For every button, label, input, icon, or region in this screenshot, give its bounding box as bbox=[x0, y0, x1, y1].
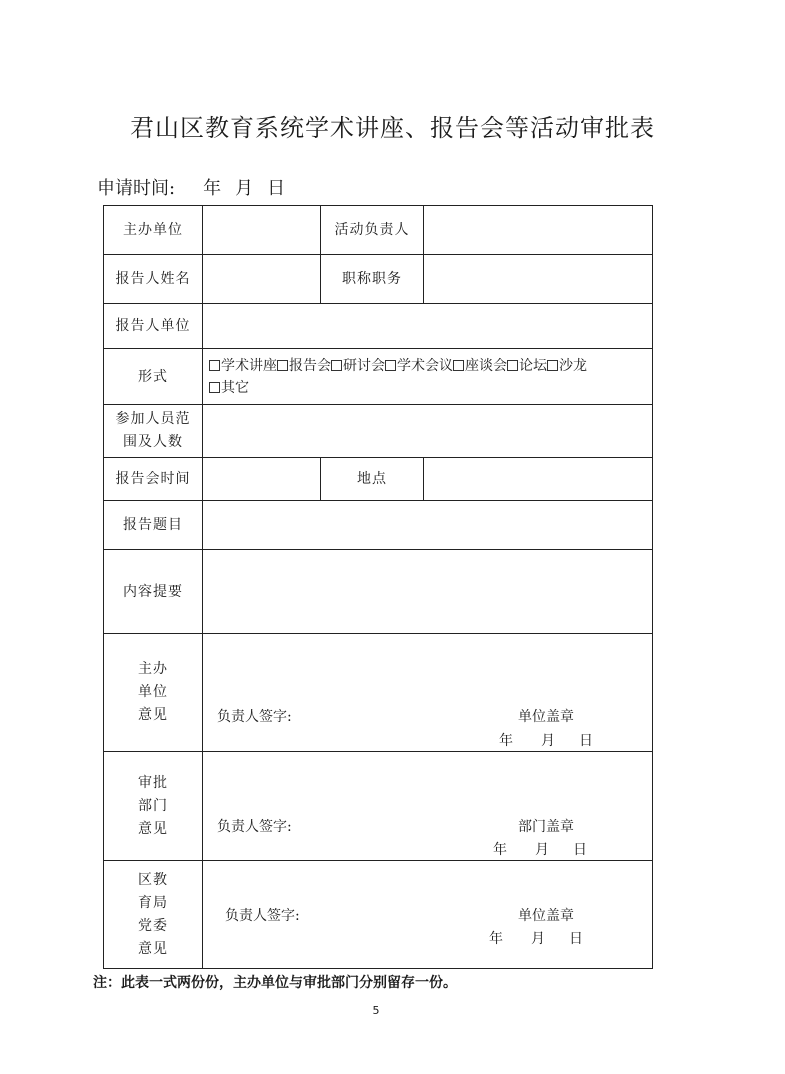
report-topic-label: 报告题目 bbox=[104, 501, 203, 550]
date-line: 年 月 日 bbox=[493, 842, 587, 858]
host-unit-field[interactable] bbox=[203, 206, 321, 255]
seal-label: 部门盖章 bbox=[518, 819, 574, 835]
apply-year: 年 bbox=[203, 178, 222, 199]
form-option[interactable]: 座谈会 bbox=[453, 358, 507, 374]
reporter-unit-label: 报告人单位 bbox=[104, 304, 203, 349]
row-district-opinion bbox=[104, 861, 653, 969]
checkbox-icon bbox=[277, 360, 288, 371]
content-summary-label: 内容提要 bbox=[104, 550, 203, 634]
checkbox-icon bbox=[331, 360, 342, 371]
form-option[interactable]: 学术讲座 bbox=[209, 358, 277, 374]
row-reporter-unit bbox=[104, 304, 653, 349]
approval-form-table bbox=[103, 205, 653, 969]
date-line: 年 月 日 bbox=[489, 931, 583, 947]
approval-opinion-field[interactable] bbox=[203, 752, 653, 861]
location-field[interactable] bbox=[424, 458, 653, 501]
activity-leader-field[interactable] bbox=[424, 206, 653, 255]
host-opinion-label: 主办 单位 意见 bbox=[104, 634, 203, 752]
signature-label: 负责人签字: bbox=[217, 819, 292, 835]
form-option[interactable]: 学术会议 bbox=[385, 358, 453, 374]
reporter-name-field[interactable] bbox=[203, 255, 321, 304]
district-opinion-label: 区教 育局 党委 意见 bbox=[104, 861, 203, 969]
location-label: 地点 bbox=[321, 458, 424, 501]
apply-time-line bbox=[97, 174, 285, 200]
form-option[interactable]: 报告会 bbox=[277, 358, 331, 374]
date-line: 年 月 日 bbox=[499, 733, 593, 749]
form-option[interactable]: 其它 bbox=[209, 380, 249, 396]
checkbox-icon bbox=[507, 360, 518, 371]
report-time-field[interactable] bbox=[203, 458, 321, 501]
form-option[interactable]: 沙龙 bbox=[547, 358, 587, 374]
seal-label: 单位盖章 bbox=[518, 709, 574, 725]
row-content-summary bbox=[104, 550, 653, 634]
apply-month: 月 bbox=[235, 178, 254, 199]
checkbox-icon bbox=[209, 382, 220, 393]
row-form bbox=[104, 349, 653, 405]
host-opinion-field[interactable] bbox=[203, 634, 653, 752]
row-report-topic bbox=[104, 501, 653, 550]
row-report-time bbox=[104, 458, 653, 501]
form-title: 君山区教育系统学术讲座、报告会等活动审批表 bbox=[130, 114, 655, 142]
form-option[interactable]: 研讨会 bbox=[331, 358, 385, 374]
form-option[interactable]: 论坛 bbox=[507, 358, 547, 374]
row-reporter-name bbox=[104, 255, 653, 304]
report-time-label: 报告会时间 bbox=[104, 458, 203, 501]
content-summary-field[interactable] bbox=[203, 550, 653, 634]
activity-leader-label: 活动负责人 bbox=[321, 206, 424, 255]
apply-day: 日 bbox=[267, 178, 286, 199]
row-host-unit bbox=[104, 206, 653, 255]
checkbox-icon bbox=[385, 360, 396, 371]
participants-label: 参加人员范 围及人数 bbox=[104, 405, 203, 458]
row-approval-opinion bbox=[104, 752, 653, 861]
row-host-opinion bbox=[104, 634, 653, 752]
host-unit-label: 主办单位 bbox=[104, 206, 203, 255]
reporter-unit-field[interactable] bbox=[203, 304, 653, 349]
row-participants bbox=[104, 405, 653, 458]
form-label: 形式 bbox=[104, 349, 203, 405]
checkbox-icon bbox=[547, 360, 558, 371]
reporter-name-label: 报告人姓名 bbox=[104, 255, 203, 304]
form-options bbox=[203, 349, 653, 405]
checkbox-icon bbox=[453, 360, 464, 371]
footnote: 注：此表一式两份份，主办单位与审批部门分别留存一份。 bbox=[93, 975, 457, 991]
report-topic-field[interactable] bbox=[203, 501, 653, 550]
signature-label: 负责人签字: bbox=[217, 709, 292, 725]
approval-opinion-label: 审批 部门 意见 bbox=[104, 752, 203, 861]
seal-label: 单位盖章 bbox=[518, 908, 574, 924]
checkbox-icon bbox=[209, 360, 220, 371]
participants-field[interactable] bbox=[203, 405, 653, 458]
apply-time-label: 申请时间: bbox=[97, 178, 176, 199]
title-position-label: 职称职务 bbox=[321, 255, 424, 304]
title-position-field[interactable] bbox=[424, 255, 653, 304]
signature-label: 负责人签字: bbox=[225, 908, 300, 924]
district-opinion-field[interactable] bbox=[203, 861, 653, 969]
page-number: 5 bbox=[372, 1004, 380, 1017]
